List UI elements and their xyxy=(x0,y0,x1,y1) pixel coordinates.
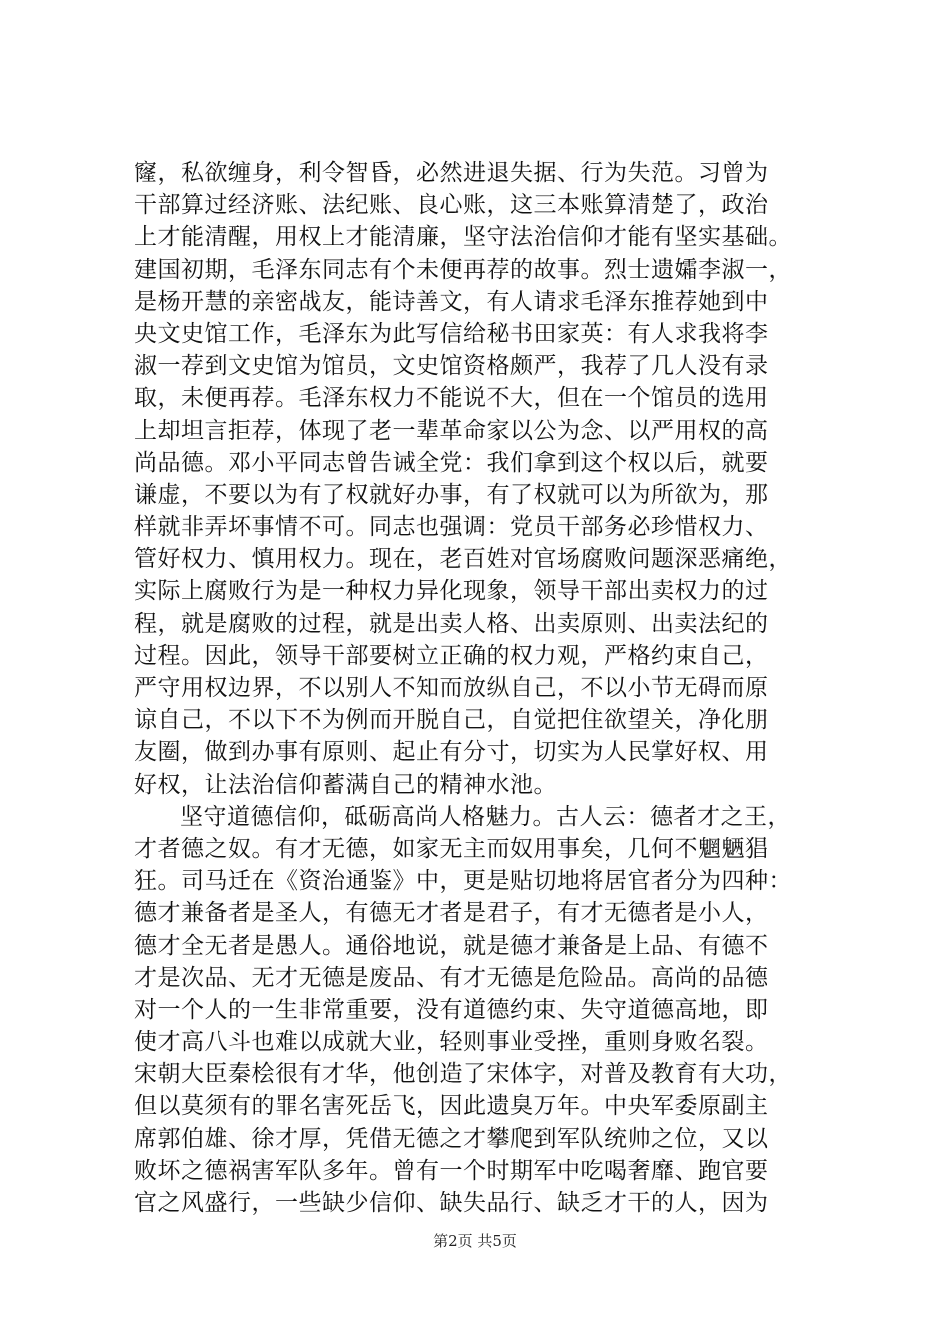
text-line: 管好权力、慎用权力。现在，老百姓对官场腐败问题深恶痛绝， xyxy=(134,546,792,573)
text-line: 谦虚，不要以为有了权就好办事，有了权就可以为所欲为，那 xyxy=(134,481,769,508)
text-line: 是杨开慧的亲密战友，能诗善文，有人请求毛泽东推荐她到中 xyxy=(134,288,769,315)
text-line: 程，就是腐败的过程，就是出卖人格、出卖原则、出卖法纪的 xyxy=(134,610,769,637)
text-line: 使才高八斗也难以成就大业，轻则事业受挫，重则身败名裂。 xyxy=(134,1029,769,1056)
text-line: 上才能清醒，用权上才能清廉，坚守法治信仰才能有坚实基础。 xyxy=(134,224,792,251)
text-line: 央文史馆工作，毛泽东为此写信给秘书田家英：有人求我将李 xyxy=(134,320,769,347)
text-line: 窿，私欲缠身，利令智昏，必然进退失据、行为失范。习曾为 xyxy=(134,160,769,186)
paragraph-first-line: 坚守道德信仰，砥砺高尚人格魅力。古人云：德者才之王， xyxy=(180,803,791,830)
text-line: 尚品德。邓小平同志曾告诫全党：我们拿到这个权以后，就要 xyxy=(134,449,769,476)
document-body xyxy=(134,157,834,1219)
text-line: 取，未便再荐。毛泽东权力不能说不大，但在一个馆员的选用 xyxy=(134,385,769,412)
text-line: 淑一荐到文史馆为馆员，文史馆资格颇严，我荐了几人没有录 xyxy=(134,353,769,380)
text-line: 实际上腐败行为是一种权力异化现象，领导干部出卖权力的过 xyxy=(134,578,769,605)
text-line: 好权，让法治信仰蓄满自己的精神水池。 xyxy=(134,771,557,798)
text-line: 过程。因此，领导干部要树立正确的权力观，严格约束自己， xyxy=(134,642,769,669)
text-line: 但以莫须有的罪名害死岳飞，因此遗臭万年。中央军委原副主 xyxy=(134,1093,769,1120)
text-line: 干部算过经济账、法纪账、良心账，这三本账算清楚了，政治 xyxy=(134,192,769,219)
text-line: 谅自己，不以下不为例而开脱自己，自觉把住欲望关，净化朋 xyxy=(134,707,769,734)
text-line: 德才兼备者是圣人，有德无才者是君子，有才无德者是小人， xyxy=(134,900,769,927)
text-line: 样就非弄坏事情不可。同志也强调：党员干部务必珍惜权力、 xyxy=(134,514,769,541)
text-line: 友圈，做到办事有原则、起止有分寸，切实为人民掌好权、用 xyxy=(134,739,769,766)
text-line: 建国初期，毛泽东同志有个未便再荐的故事。烈士遗孀李淑一， xyxy=(134,256,792,283)
text-line: 席郭伯雄、徐才厚，凭借无德之才攀爬到军队统帅之位，又以 xyxy=(134,1125,769,1152)
text-line: 狂。司马迁在《资治通鉴》中，更是贴切地将居官者分为四种： xyxy=(134,868,792,895)
text-line: 败坏之德祸害军队多年。曾有一个时期军中吃喝奢靡、跑官要 xyxy=(134,1157,769,1184)
text-line: 宋朝大臣秦桧很有才华，他创造了宋体字，对普及教育有大功， xyxy=(134,1061,792,1088)
text-line: 官之风盛行，一些缺少信仰、缺失品行、缺乏才干的人，因为 xyxy=(134,1190,769,1216)
page-number: 第2页 共5页 xyxy=(433,1232,517,1250)
text-line: 严守用权边界，不以别人不知而放纵自己，不以小节无碍而原 xyxy=(134,675,769,701)
text-line: 才者德之奴。有才无德，如家无主而奴用事矣，几何不魍魉猖 xyxy=(134,835,769,862)
text-line: 德才全无者是愚人。通俗地说，就是德才兼备是上品、有德不 xyxy=(134,932,769,959)
text-line: 对一个人的一生非常重要，没有道德约束、失守道德高地，即 xyxy=(134,996,769,1023)
text-line: 才是次品、无才无德是废品、有才无德是危险品。高尚的品德 xyxy=(134,964,769,991)
text-line: 上却坦言拒荐，体现了老一辈革命家以公为念、以严用权的高 xyxy=(134,417,769,444)
